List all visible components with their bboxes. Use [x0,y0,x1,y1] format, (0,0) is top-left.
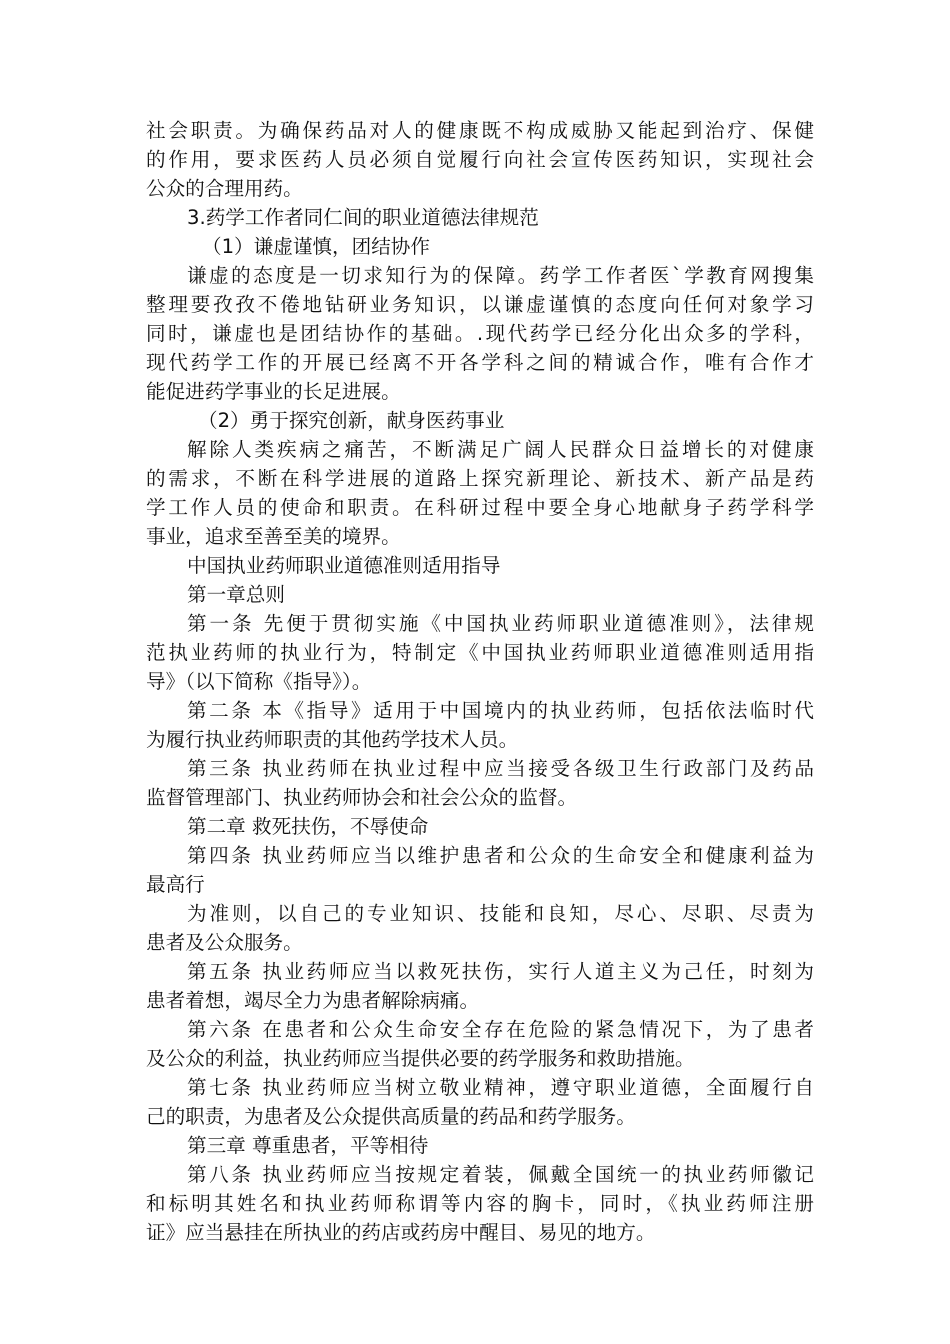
chapter-heading: 第一章总则 [187,583,285,606]
article-line: 第八条 执业药师应当按规定着装，佩戴全国统一的执业药师徽记 [187,1163,814,1186]
paragraph-line: 谦虚的态度是一切求知行为的保障。药学工作者医`学教育网搜集 [187,264,814,287]
article-line: 证》应当悬挂在所执业的药店或药房中醒目、易见的地方。 [146,1221,656,1244]
article-line: 患者着想，竭尽全力为患者解除病痛。 [146,989,480,1012]
article-line: 第七条 执业药师应当树立敬业精神，遵守职业道德，全面履行自 [187,1076,814,1099]
paragraph-line: 的需求，不断在科学进展的道路上探究新理论、新技术、新产品是药 [146,467,814,490]
paragraph-line: 的作用，要求医药人员必须自觉履行向社会宣传医药知识，实现社会 [146,148,814,171]
paragraph-line: 整理要孜孜不倦地钻研业务知识，以谦虚谨慎的态度向任何对象学习 [146,293,814,316]
paragraph-line: 公众的合理用药。 [146,177,303,200]
article-line: 最高行 [146,873,205,896]
article-line: 监督管理部门、执业药师协会和社会公众的监督。 [146,786,578,809]
section-heading: 3.药学工作者同仁间的职业道德法律规范 [187,206,539,229]
paragraph-line: 现代药学工作的开展已经离不开各学科之间的精诚合作，唯有合作才 [146,351,814,374]
article-line: 范执业药师的执业行为，特制定《中国执业药师职业道德准则适用指 [146,641,814,664]
paragraph-line: 能促进药学事业的长足进展。 [146,380,401,403]
chapter-heading: 第三章 尊重患者，平等相待 [187,1134,429,1157]
article-line: 第一条 先便于贯彻实施《中国执业药师职业道德准则》，法律规 [187,612,814,635]
paragraph-line: 解除人类疾病之痛苦，不断满足广阔人民群众日益增长的对健康 [187,438,814,461]
article-line: 第三条 执业药师在执业过程中应当接受各级卫生行政部门及药品 [187,757,814,780]
article-line: 第五条 执业药师应当以救死扶伤，实行人道主义为己任，时刻为 [187,960,814,983]
subsection-heading: （2）勇于探究创新，献身医药事业 [198,409,505,432]
paragraph-line: 社会职责。为确保药品对人的健康既不构成威胁又能起到治疗、保健 [146,119,814,142]
paragraph-line: 事业，追求至善至美的境界。 [146,525,401,548]
subsection-heading: （1）谦虚谨慎，团结协作 [202,235,430,258]
article-line: 和标明其姓名和执业药师称谓等内容的胸卡，同时，《执业药师注册 [146,1192,814,1215]
article-line: 己的职责，为患者及公众提供高质量的药品和药学服务。 [146,1105,636,1128]
article-line: 第二条 本《指导》适用于中国境内的执业药师，包括依法临时代 [187,699,814,722]
chapter-heading: 第二章 救死扶伤，不辱使命 [187,815,429,838]
article-line: 为履行执业药师职责的其他药学技术人员。 [146,728,519,751]
article-line: 为准则，以自己的专业知识、技能和良知，尽心、尽职、尽责为 [187,902,814,925]
article-line: 第四条 执业药师应当以维护患者和公众的生命安全和健康利益为 [187,844,814,867]
article-line: 及公众的利益，执业药师应当提供必要的药学服务和救助措施。 [146,1047,695,1070]
paragraph-line: 学工作人员的使命和职责。在科研过程中要全身心地献身子药学科学 [146,496,814,519]
document-title: 中国执业药师职业道德准则适用指导 [187,554,501,577]
document-body [146,116,814,1247]
article-line: 患者及公众服务。 [146,931,303,954]
article-line: 第六条 在患者和公众生命安全存在危险的紧急情况下，为了患者 [187,1018,814,1041]
paragraph-line: 同时，谦虚也是团结协作的基础。.现代药学已经分化出众多的学科， [146,322,814,345]
article-line: 导》（以下简称《指导》）。 [146,670,372,693]
